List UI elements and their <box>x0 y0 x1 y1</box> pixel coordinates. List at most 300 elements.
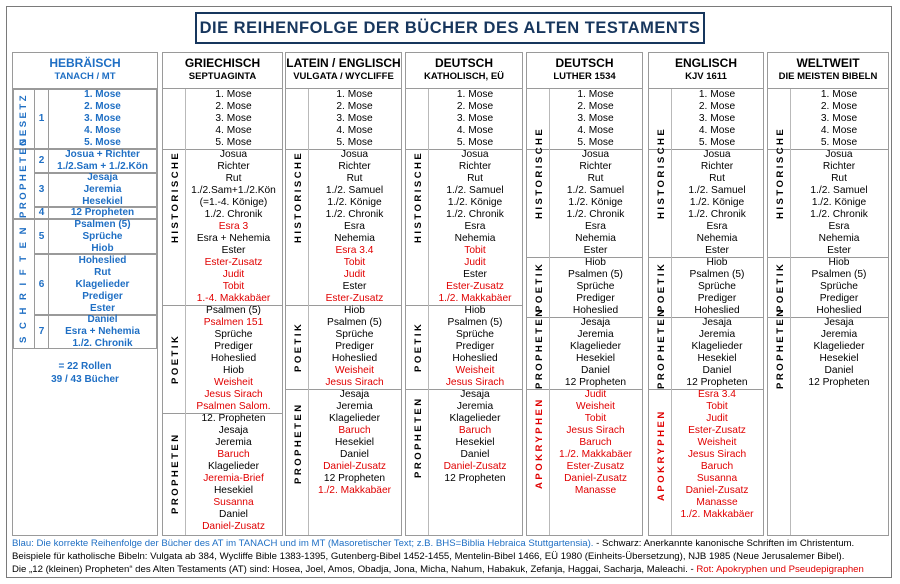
section-label: HISTORISCHE <box>534 126 545 220</box>
section-label: S C H R I F T E N <box>18 225 29 343</box>
book-entry: Klagelieder <box>329 413 380 424</box>
book-entry: Baruch <box>217 449 250 460</box>
book-entry: 5. Mose <box>336 137 373 148</box>
book-entry: 1./2. Chronik <box>325 209 384 220</box>
book-entry: 12 Propheten <box>564 377 627 388</box>
footnote-blue: Blau: Die korrekte Reihenfolge der Bücher des AT im TANACH und im MT (Masoretischer Text; z.B. BHS=Biblia Hebraica Stuttgartensia). <box>12 538 594 549</box>
book-entry: Psalmen 151 <box>203 317 264 328</box>
label-strip-divider <box>790 89 791 535</box>
book-entry: Ester-Zusatz <box>446 281 504 292</box>
column-header-title: ENGLISCH <box>674 56 737 70</box>
book-entry: Daniel <box>702 365 732 376</box>
book-entry: 3. Mose <box>820 113 858 124</box>
book-entry: Nehemia <box>696 233 738 244</box>
book-entry: 3. Mose <box>698 113 736 124</box>
book-entry: Esra <box>464 221 486 232</box>
book-entry: 5. Mose <box>456 137 494 148</box>
book-entry: 12 Propheten <box>808 377 870 388</box>
column-header <box>768 53 888 87</box>
book-entry: 3. Mose <box>577 113 614 124</box>
book-entry: Ester-Zusatz <box>566 461 625 472</box>
book-entry: Jesus Sirach <box>325 377 384 388</box>
book-entry: Susanna <box>213 497 254 508</box>
hebrew-book: 12 Propheten <box>70 207 135 218</box>
group-box <box>48 219 157 254</box>
book-entry: Hoheslied <box>452 353 498 364</box>
book-entry: Psalmen (5) <box>689 269 745 280</box>
book-entry: Weisheit <box>214 377 253 388</box>
column-header <box>163 53 282 87</box>
book-entry: Psalmen (5) <box>811 269 867 280</box>
column-header <box>286 53 401 87</box>
book-entry: Sprüche <box>335 329 374 340</box>
column-header-title: DEUTSCH <box>434 56 493 70</box>
hebrew-book: 1./2.Sam + 1./2.Kön <box>57 161 148 172</box>
group-number-box <box>34 207 49 219</box>
book-entry: 4. Mose <box>698 125 736 136</box>
group-box <box>48 173 157 207</box>
hebrew-book: Josua + Richter <box>65 149 140 160</box>
section-label: POETIK <box>656 261 667 313</box>
book-entry: 5. Mose <box>577 137 614 148</box>
book-entry: Jesaja <box>824 317 854 328</box>
book-entry: 3. Mose <box>456 113 494 124</box>
group-number-box <box>34 89 49 149</box>
column-vulg <box>285 52 402 536</box>
hebrew-book: Ester <box>89 302 115 314</box>
book-entry: Esra 3.4 <box>698 389 736 400</box>
book-entry: Hiob <box>828 257 850 268</box>
book-entry: 4. Mose <box>577 125 614 136</box>
book-entry: Hiob <box>585 257 606 268</box>
hebrew-book: Klagelieder <box>75 278 130 290</box>
book-entry: Baruch <box>579 437 612 448</box>
title-box <box>195 12 705 44</box>
book-entry: Jesus Sirach <box>204 389 263 400</box>
column-header <box>527 53 642 87</box>
book-entry: Weisheit <box>335 365 374 376</box>
book-entry: Judit <box>343 269 366 280</box>
book-entry: Nehemia <box>454 233 496 244</box>
book-entry: Jeremia <box>215 437 252 448</box>
book-entry: 1./2. Chronik <box>688 209 746 220</box>
column-header-title: LATEIN / ENGLISCH <box>286 56 401 70</box>
book-entry: Tobit <box>706 401 728 412</box>
hebrew-book: Sprüche <box>82 230 123 242</box>
book-entry: Esra <box>344 221 365 232</box>
book-entry: 2. Mose <box>215 101 252 112</box>
book-entry: Esra <box>828 221 850 232</box>
label-strip-divider <box>549 89 550 535</box>
book-entry: Baruch <box>700 461 734 472</box>
book-entry: 1./2. Chronik <box>810 209 868 220</box>
book-entry: 1./2. Könige <box>811 197 867 208</box>
book-entry: 1./2. Samuel <box>566 185 625 196</box>
section-label: HISTORISCHE <box>775 126 786 220</box>
column-header-title: WELTWEIT <box>796 56 860 70</box>
book-entry: Hesekiel <box>575 353 616 364</box>
book-entry: (=1.-4. Könige) <box>199 197 268 208</box>
book-entry: Psalmen (5) <box>327 317 382 328</box>
footnote <box>12 537 892 576</box>
book-entry: Hesekiel <box>213 485 254 496</box>
book-entry: 1./2. Könige <box>327 197 382 208</box>
group-box <box>48 149 157 173</box>
book-entry: Baruch <box>338 425 371 436</box>
hebrew-book: Jesaja <box>87 172 118 183</box>
group-number: 6 <box>38 279 45 290</box>
section-label: PROPHETEN <box>18 136 29 218</box>
book-entry: 4. Mose <box>456 125 494 136</box>
book-entry: 1./2. Könige <box>568 197 623 208</box>
book-entry: Psalmen (5) <box>206 305 261 316</box>
book-entry: 3. Mose <box>215 113 252 124</box>
book-entry: Nehemia <box>575 233 616 244</box>
column-header-subtitle: KJV 1611 <box>685 71 727 82</box>
book-entry: Esra <box>585 221 606 232</box>
book-entry: Weisheit <box>576 401 615 412</box>
book-entry: Weisheit <box>455 365 495 376</box>
section-label: HISTORISCHE <box>413 150 424 244</box>
book-entry: Prediger <box>576 293 615 304</box>
group-number: 4 <box>38 207 45 218</box>
column-welt <box>767 52 889 536</box>
section-label: GESETZ <box>18 92 29 146</box>
book-entry: Ester <box>583 245 608 256</box>
footnote-black: - Schwarz: Anerkannte kanonische Schriften im Christentum. <box>593 538 855 549</box>
book-entry: Tobit <box>464 245 486 256</box>
column-header <box>13 53 157 87</box>
hebrew-book: 1. Mose <box>84 89 121 100</box>
book-entry: Hesekiel <box>819 353 859 364</box>
book-entry: Sprüche <box>698 281 736 292</box>
book-entry: Tobit <box>222 281 245 292</box>
section-label: APOKRYPHEN <box>534 397 545 489</box>
section-box <box>13 219 35 349</box>
book-entry: Hoheslied <box>572 305 619 316</box>
book-entry: Jeremia-Brief <box>203 473 264 484</box>
book-entry: Jesaja <box>218 425 249 436</box>
hebrew-book: Hiob <box>91 242 114 254</box>
column-header-subtitle: DIE MEISTEN BIBELN <box>778 71 878 82</box>
book-entry: Josua <box>340 149 369 160</box>
column-header-title: GRIECHISCH <box>184 56 261 70</box>
section-label: PROPHETEN <box>534 307 545 389</box>
book-entry: Ester <box>463 269 487 280</box>
book-entry: Sprüche <box>820 281 858 292</box>
book-entry: 1./2. Chronik <box>204 209 263 220</box>
book-entry: Klagelieder <box>570 341 621 352</box>
book-entry: Hesekiel <box>455 437 495 448</box>
book-entry: 4. Mose <box>820 125 858 136</box>
book-entry: 1./2. Chronik <box>566 209 625 220</box>
column-lxx <box>162 52 283 536</box>
book-entry: Hiob <box>223 365 244 376</box>
book-entry: Prediger <box>819 293 859 304</box>
book-entry: 1. Mose <box>577 89 614 100</box>
book-entry: Daniel <box>581 365 610 376</box>
book-entry: Richter <box>822 161 856 172</box>
book-entry: 1. Mose <box>820 89 858 100</box>
hebrew-book: Prediger <box>82 290 123 302</box>
book-entry: Weisheit <box>697 437 737 448</box>
book-entry: 1./2.Sam+1./2.Kön <box>191 185 276 196</box>
column-luth <box>526 52 643 536</box>
hebrew-book: Esra + Nehemia <box>65 326 140 337</box>
book-entry: Ester <box>827 245 851 256</box>
book-entry: Jeremia <box>820 329 858 340</box>
section-label: HISTORISCHE <box>656 126 667 220</box>
label-strip-divider <box>185 89 186 535</box>
book-entry: Esra + Nehemia <box>196 233 271 244</box>
group-number-box <box>34 254 49 315</box>
book-entry: Judit <box>584 389 607 400</box>
book-entry: 1./2. Chronik <box>446 209 504 220</box>
hebrew-book: Daniel <box>87 314 118 325</box>
group-number-box <box>34 149 49 173</box>
book-entry: Baruch <box>458 425 492 436</box>
book-entry: 2. Mose <box>336 101 373 112</box>
column-hebrew <box>12 52 158 536</box>
book-entry: Psalmen (5) <box>447 317 503 328</box>
section-label: PROPHETEN <box>413 396 424 478</box>
book-entry: Prediger <box>335 341 374 352</box>
column-header-title: HEBRÄISCH <box>49 56 121 70</box>
page-title: DIE REIHENFOLGE DER BÜCHER DES ALTEN TESTAMENTS <box>199 18 701 37</box>
section-label: POETIK <box>170 333 181 385</box>
group-number: 7 <box>38 326 45 337</box>
book-entry: Daniel-Zusatz <box>323 461 386 472</box>
book-entry: Hiob <box>464 305 486 316</box>
book-entry: Daniel-Zusatz <box>685 485 749 496</box>
footnote-prophets: Die „12 (kleinen) Propheten“ des Alten Testaments (AT) sind: Hosea, Joel, Amos, Obadja, Jona, Micha, Nahum, Habakuk, Zefanja, Haggai, Sacharja, Maleachi. - <box>12 564 697 575</box>
book-entry: 1.-4. Makkabäer <box>196 293 271 304</box>
group-number: 2 <box>38 155 45 166</box>
book-entry: Manasse <box>574 485 617 496</box>
group-box <box>48 89 157 149</box>
book-entry: 4. Mose <box>215 125 252 136</box>
section-label: PROPHETEN <box>293 402 304 484</box>
section-label: HISTORISCHE <box>293 150 304 244</box>
book-entry: Daniel <box>219 509 248 520</box>
section-label: POETIK <box>534 261 545 313</box>
book-entry: Daniel-Zusatz <box>443 461 507 472</box>
book-entry: 4. Mose <box>336 125 373 136</box>
footnote-examples: Beispiele für katholische Bibeln: Vulgata ab 384, Wycliffe Bible 1383-1395, Gutenberg-Bibel 1452-1455, Mentelin-Bibel 1466, EÜ 1980 (Einheits-Übersetzung), NJB 1985 (Neue Jerusalemer Bibel). <box>12 551 845 562</box>
section-label: HISTORISCHE <box>170 150 181 244</box>
book-entry: Klagelieder <box>691 341 743 352</box>
section-box <box>13 136 35 219</box>
book-entry: Jesaja <box>460 389 490 400</box>
group-number: 1 <box>38 113 45 124</box>
book-entry: 2. Mose <box>456 101 494 112</box>
book-entry: Ester-Zusatz <box>688 425 746 436</box>
book-entry: 1./2. Könige <box>447 197 503 208</box>
book-entry: Richter <box>217 161 250 172</box>
book-count: 39 / 43 Bücher <box>51 374 119 385</box>
group-number-box <box>34 219 49 254</box>
book-entry: Josua <box>219 149 248 160</box>
book-entry: 12 Propheten <box>444 473 506 484</box>
hebrew-book: 1./2. Chronik <box>72 338 133 349</box>
book-entry: Ester-Zusatz <box>325 293 384 304</box>
group-number-box <box>34 315 49 349</box>
book-entry: 12. Propheten <box>201 413 266 424</box>
book-entry: Ester <box>705 245 729 256</box>
book-entry: Prediger <box>455 341 495 352</box>
book-entry: Hoheslied <box>694 305 740 316</box>
book-entry: Sprüche <box>456 329 494 340</box>
book-entry: Rut <box>346 173 363 184</box>
book-entry: Psalmen Salom. <box>196 401 271 412</box>
hebrew-book: Jeremia <box>83 184 122 195</box>
book-entry: Sprüche <box>576 281 615 292</box>
book-entry: 1./2. Makkabäer <box>680 509 754 520</box>
book-entry: 1. Mose <box>698 89 736 100</box>
hebrew-book: Hesekiel <box>82 196 123 207</box>
book-entry: Hesekiel <box>334 437 375 448</box>
column-kjv <box>648 52 764 536</box>
footnote-red: Rot: Apokryphen und Pseudepigraphen <box>696 564 864 575</box>
book-entry: Richter <box>700 161 734 172</box>
book-entry: Hiob <box>706 257 728 268</box>
book-entry: Hesekiel <box>697 353 737 364</box>
book-entry: Klagelieder <box>813 341 865 352</box>
book-entry: Josua <box>703 149 731 160</box>
column-header <box>406 53 522 87</box>
book-entry: 1. Mose <box>336 89 373 100</box>
hebrew-book: Hoheslied <box>78 254 127 266</box>
book-entry: 2. Mose <box>577 101 614 112</box>
book-entry: Jesaja <box>580 317 611 328</box>
book-entry: Esra 3 <box>218 221 249 232</box>
book-entry: 1./2. Samuel <box>325 185 384 196</box>
book-entry: Daniel <box>340 449 369 460</box>
group-box <box>48 254 157 315</box>
book-entry: Tobit <box>343 257 366 268</box>
book-entry: Prediger <box>697 293 737 304</box>
book-entry: 1./2. Makkabäer <box>317 485 392 496</box>
book-entry: 2. Mose <box>698 101 736 112</box>
book-entry: Jeremia <box>577 329 614 340</box>
section-label: PROPHETEN <box>656 307 667 389</box>
book-entry: 1./2. Makkabäer <box>558 449 633 460</box>
book-entry: Sprüche <box>214 329 253 340</box>
book-entry: Tobit <box>584 413 607 424</box>
section-label: APOKRYPHEN <box>656 409 667 501</box>
hebrew-book: 4. Mose <box>84 125 121 136</box>
book-entry: 12 Propheten <box>323 473 386 484</box>
book-entry: Richter <box>458 161 492 172</box>
book-entry: Hoheslied <box>331 353 378 364</box>
book-entry: Jesus Sirach <box>445 377 505 388</box>
book-entry: 1./2. Samuel <box>446 185 504 196</box>
label-strip-divider <box>308 89 309 535</box>
book-entry: Daniel-Zusatz <box>202 521 265 532</box>
book-entry: Daniel <box>460 449 490 460</box>
hebrew-book: 2. Mose <box>84 101 121 112</box>
book-entry: Judit <box>464 257 486 268</box>
book-entry: Rut <box>709 173 725 184</box>
book-entry: 5. Mose <box>215 137 252 148</box>
book-entry: 12 Propheten <box>686 377 748 388</box>
book-entry: Jesaja <box>339 389 370 400</box>
book-entry: Prediger <box>214 341 253 352</box>
column-kath <box>405 52 523 536</box>
book-entry: Josua <box>461 149 489 160</box>
book-entry: Ester <box>342 281 367 292</box>
book-entry: 1./2. Könige <box>689 197 745 208</box>
book-entry: Nehemia <box>818 233 860 244</box>
section-label: POETIK <box>775 261 786 313</box>
book-entry: Ester <box>221 245 246 256</box>
header-divider <box>13 88 157 89</box>
book-entry: Jesus Sirach <box>566 425 625 436</box>
book-entry: Daniel <box>824 365 854 376</box>
hebrew-book: 5. Mose <box>84 137 121 148</box>
book-entry: Jesaja <box>702 317 732 328</box>
book-entry: Jesus Sirach <box>687 449 747 460</box>
hebrew-book: Psalmen (5) <box>74 218 131 230</box>
book-entry: Klagelieder <box>208 461 259 472</box>
book-entry: Josua <box>581 149 610 160</box>
group-number-box <box>34 173 49 207</box>
book-entry: Hoheslied <box>210 353 257 364</box>
column-header-subtitle: TANACH / MT <box>54 71 116 82</box>
column-header <box>649 53 763 87</box>
book-entry: Daniel-Zusatz <box>564 473 627 484</box>
section-label: POETIK <box>293 321 304 373</box>
group-box <box>48 207 157 219</box>
book-entry: 1. Mose <box>456 89 494 100</box>
book-entry: 2. Mose <box>820 101 858 112</box>
book-entry: Rut <box>587 173 604 184</box>
book-entry: 3. Mose <box>336 113 373 124</box>
section-label: PROPHETEN <box>170 432 181 514</box>
column-header-subtitle: KATHOLISCH, EÜ <box>423 71 505 82</box>
column-header-subtitle: LUTHER 1534 <box>553 71 616 82</box>
section-label: POETIK <box>413 321 424 373</box>
book-entry: 1./2. Samuel <box>688 185 746 196</box>
book-entry: Jeremia <box>698 329 736 340</box>
book-entry: Esra <box>706 221 728 232</box>
section-label: PROPHETEN <box>775 307 786 389</box>
book-entry: Jeremia <box>456 401 494 412</box>
hebrew-book: Rut <box>94 266 111 278</box>
book-entry: Hoheslied <box>816 305 862 316</box>
group-box <box>48 315 157 349</box>
book-entry: Hiob <box>344 305 365 316</box>
book-entry: Jeremia <box>336 401 373 412</box>
group-number: 5 <box>38 231 45 242</box>
book-entry: Rut <box>467 173 483 184</box>
label-strip-divider <box>671 89 672 535</box>
book-entry: Rut <box>831 173 847 184</box>
book-entry: 1./2. Makkabäer <box>438 293 512 304</box>
book-entry: 1. Mose <box>215 89 252 100</box>
book-entry: Klagelieder <box>449 413 501 424</box>
book-entry: Nehemia <box>334 233 375 244</box>
book-entry: Manasse <box>696 497 738 508</box>
book-entry: Susanna <box>696 473 738 484</box>
book-entry: Psalmen (5) <box>568 269 623 280</box>
book-entry: 5. Mose <box>698 137 736 148</box>
book-entry: Ester-Zusatz <box>204 257 263 268</box>
book-entry: 1./2. Samuel <box>810 185 868 196</box>
book-entry: Richter <box>579 161 612 172</box>
column-header-subtitle: VULGATA / WYCLIFFE <box>293 71 394 82</box>
group-number: 3 <box>38 184 45 195</box>
